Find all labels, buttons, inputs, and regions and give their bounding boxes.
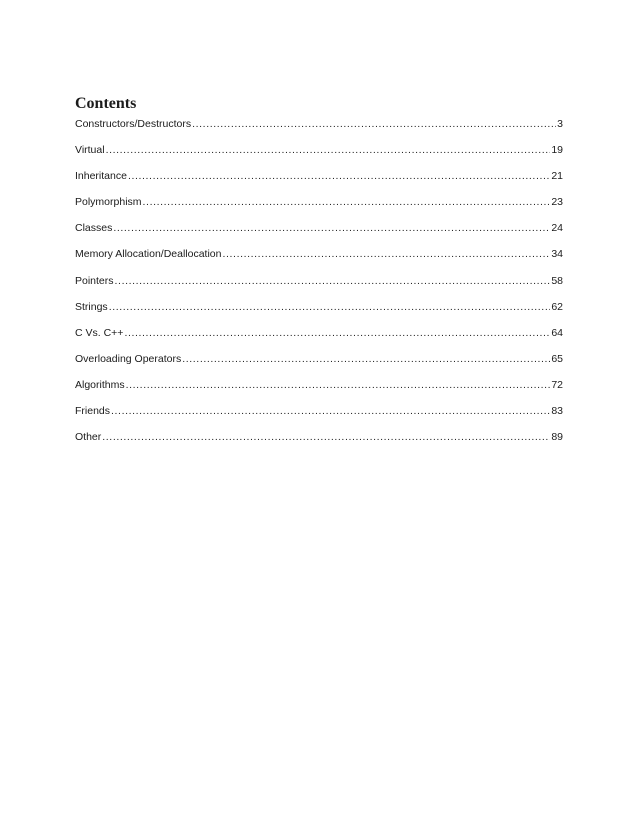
toc-entry-label: Classes bbox=[75, 222, 113, 235]
toc-entry-label: Memory Allocation/Deallocation bbox=[75, 248, 222, 261]
toc-entry-page-number: 89 bbox=[551, 431, 563, 444]
dot-leader bbox=[111, 403, 550, 419]
toc-entry-virtual[interactable] bbox=[75, 142, 563, 158]
toc-entry-page-number: 72 bbox=[551, 378, 563, 391]
toc-entry-page-number: 83 bbox=[551, 405, 563, 418]
dot-leader bbox=[143, 194, 551, 210]
toc-entry-constructors-destructors[interactable] bbox=[75, 116, 563, 132]
dot-leader bbox=[106, 142, 551, 158]
toc-heading: Contents bbox=[75, 95, 137, 112]
toc-entry-memory-allocation[interactable] bbox=[75, 246, 563, 262]
toc-entry-label: Algorithms bbox=[75, 378, 125, 391]
toc-entry-page-number: 58 bbox=[551, 274, 563, 287]
toc-entry-page-number: 3 bbox=[557, 118, 563, 130]
table-of-contents bbox=[75, 116, 563, 455]
dot-leader bbox=[126, 377, 551, 393]
toc-entry-page-number: 21 bbox=[551, 170, 563, 183]
dot-leader bbox=[109, 299, 551, 315]
toc-entry-label: Pointers bbox=[75, 274, 114, 287]
dot-leader bbox=[113, 220, 550, 236]
dot-leader bbox=[102, 429, 550, 445]
toc-entry-page-number: 65 bbox=[551, 352, 563, 365]
toc-entry-other[interactable] bbox=[75, 429, 563, 445]
toc-entry-label: Other bbox=[75, 431, 102, 444]
toc-entry-overloading-operators[interactable] bbox=[75, 351, 563, 367]
dot-leader bbox=[115, 273, 551, 289]
toc-entry-label: Strings bbox=[75, 300, 108, 313]
toc-entry-label: C Vs. C++ bbox=[75, 326, 124, 339]
toc-entry-algorithms[interactable] bbox=[75, 377, 563, 393]
toc-entry-polymorphism[interactable] bbox=[75, 194, 563, 210]
toc-entry-label: Constructors/Destructors bbox=[75, 118, 192, 130]
toc-entry-page-number: 23 bbox=[551, 196, 563, 209]
toc-entry-page-number: 62 bbox=[551, 300, 563, 313]
dot-leader bbox=[223, 246, 551, 262]
toc-entry-strings[interactable] bbox=[75, 299, 563, 315]
toc-entry-label: Friends bbox=[75, 405, 111, 418]
toc-entry-label: Overloading Operators bbox=[75, 352, 182, 365]
toc-entry-label: Inheritance bbox=[75, 170, 127, 183]
toc-entry-c-vs-cpp[interactable] bbox=[75, 325, 563, 341]
dot-leader bbox=[124, 325, 550, 341]
toc-entry-classes[interactable] bbox=[75, 220, 563, 236]
toc-entry-label: Polymorphism bbox=[75, 196, 142, 209]
toc-entry-page-number: 64 bbox=[551, 326, 563, 339]
toc-entry-page-number: 19 bbox=[551, 144, 563, 157]
dot-leader bbox=[182, 351, 550, 367]
toc-entry-label: Virtual bbox=[75, 144, 105, 157]
toc-entry-page-number: 34 bbox=[551, 248, 563, 261]
dot-leader bbox=[192, 116, 556, 132]
toc-entry-friends[interactable] bbox=[75, 403, 563, 419]
toc-entry-page-number: 24 bbox=[551, 222, 563, 235]
dot-leader bbox=[128, 168, 550, 184]
toc-entry-inheritance[interactable] bbox=[75, 168, 563, 184]
toc-entry-pointers[interactable] bbox=[75, 273, 563, 289]
